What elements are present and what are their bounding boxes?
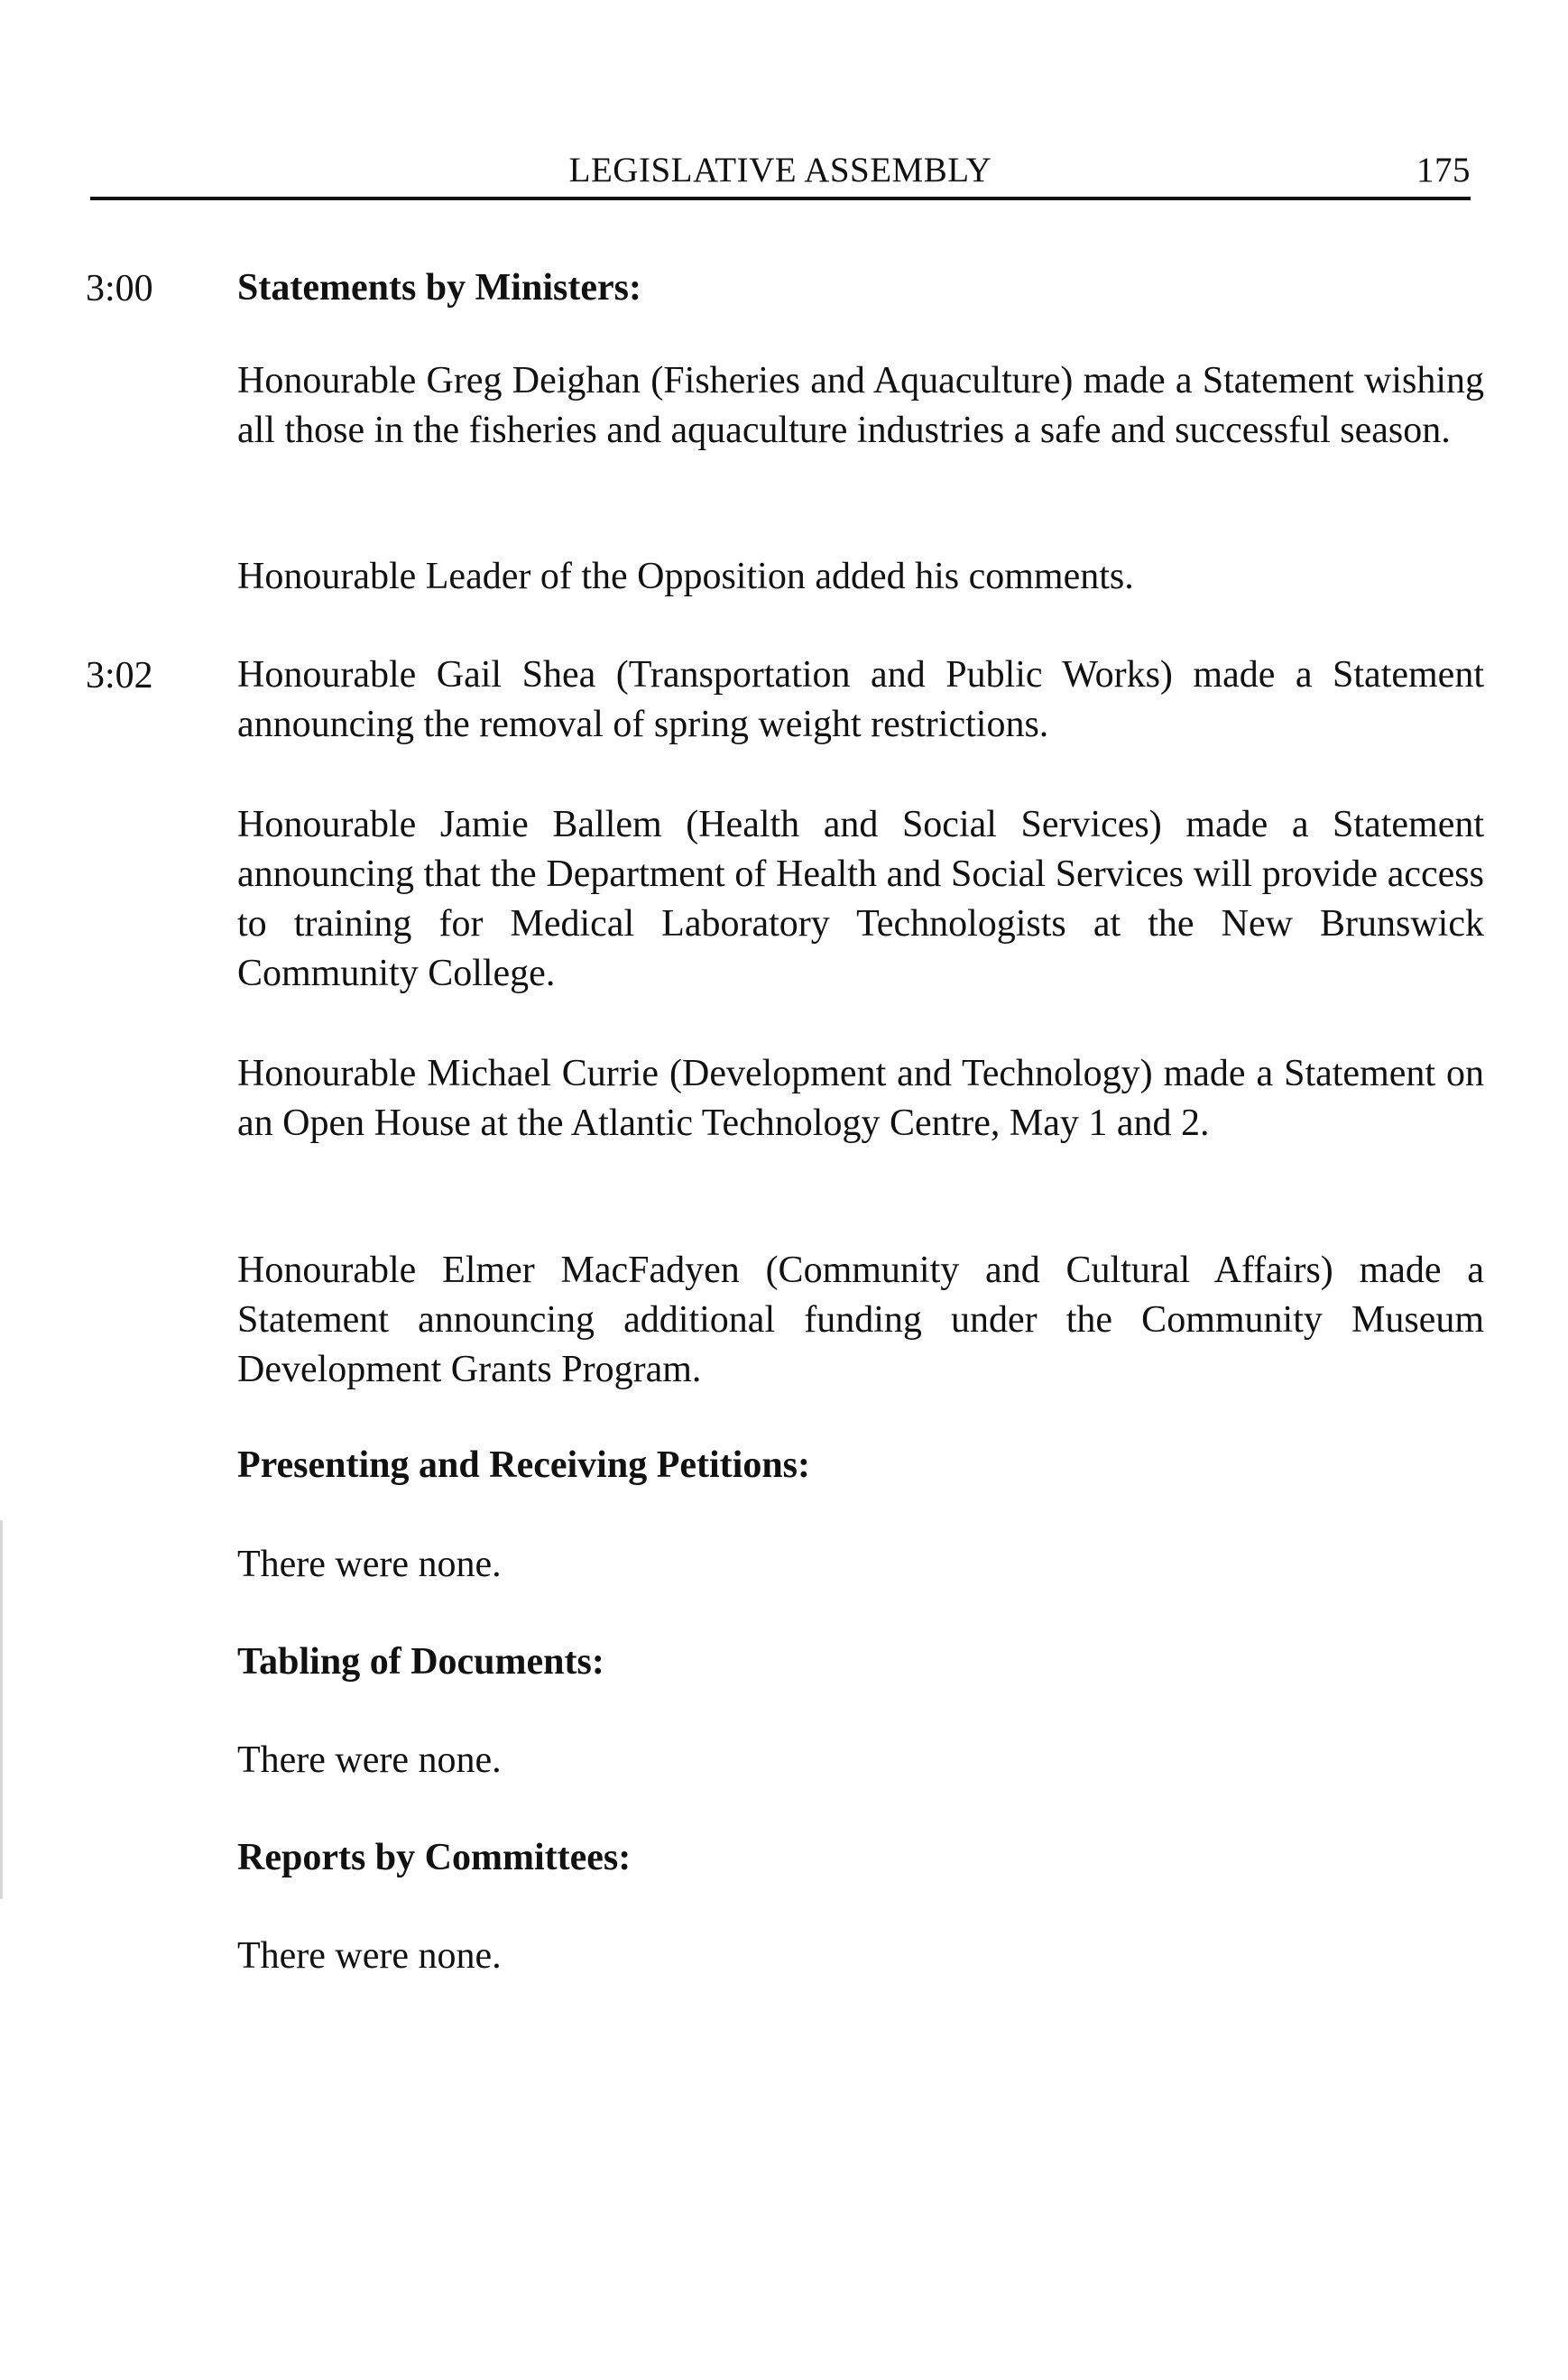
header-title: LEGISLATIVE ASSEMBLY	[568, 151, 992, 189]
running-header	[90, 144, 1471, 198]
section-heading-committees: Reports by Committees:	[237, 1837, 632, 1878]
paragraph-ballem: Honourable Jamie Ballem (Health and Social Services) made a Statement announcing that the Department of Health and Social Services will provide access to training for Medical Laboratory Technologists at the New Brunswick Community College.	[237, 804, 1484, 994]
scan-edge-mark	[0, 1520, 3, 1899]
section-heading-petitions: Presenting and Receiving Petitions:	[237, 1444, 811, 1486]
paragraph-documents-none: There were none.	[237, 1739, 502, 1781]
paragraph-currie: Honourable Michael Currie (Development and Technology) made a Statement on an Open House at the Atlantic Technology Centre, May 1 and 2.	[237, 1053, 1484, 1144]
paragraph-deighan: Honourable Greg Deighan (Fisheries and Aquaculture) made a Statement wishing all those in the fisheries and aquaculture industries a safe and successful season.	[237, 360, 1484, 451]
paragraph-committees-none: There were none.	[237, 1935, 502, 1977]
time-stamp: 3:00	[86, 268, 153, 309]
paragraph-petitions-none: There were none.	[237, 1544, 502, 1585]
paragraph-macfadyen: Honourable Elmer MacFadyen (Community and Cultural Affairs) made a Statement announcing additional funding under the Community Museum Development Grants Program.	[237, 1250, 1484, 1390]
paragraph-shea: Honourable Gail Shea (Transportation and Public Works) made a Statement announcing the removal of spring weight restrictions.	[237, 654, 1484, 745]
section-heading-statements: Statements by Ministers:	[237, 267, 641, 309]
header-rule	[90, 197, 1471, 200]
time-stamp: 3:02	[86, 655, 153, 696]
page-number: 175	[1416, 151, 1471, 189]
section-heading-documents: Tabling of Documents:	[237, 1641, 604, 1683]
paragraph-opposition: Honourable Leader of the Opposition added his comments.	[237, 556, 1134, 597]
